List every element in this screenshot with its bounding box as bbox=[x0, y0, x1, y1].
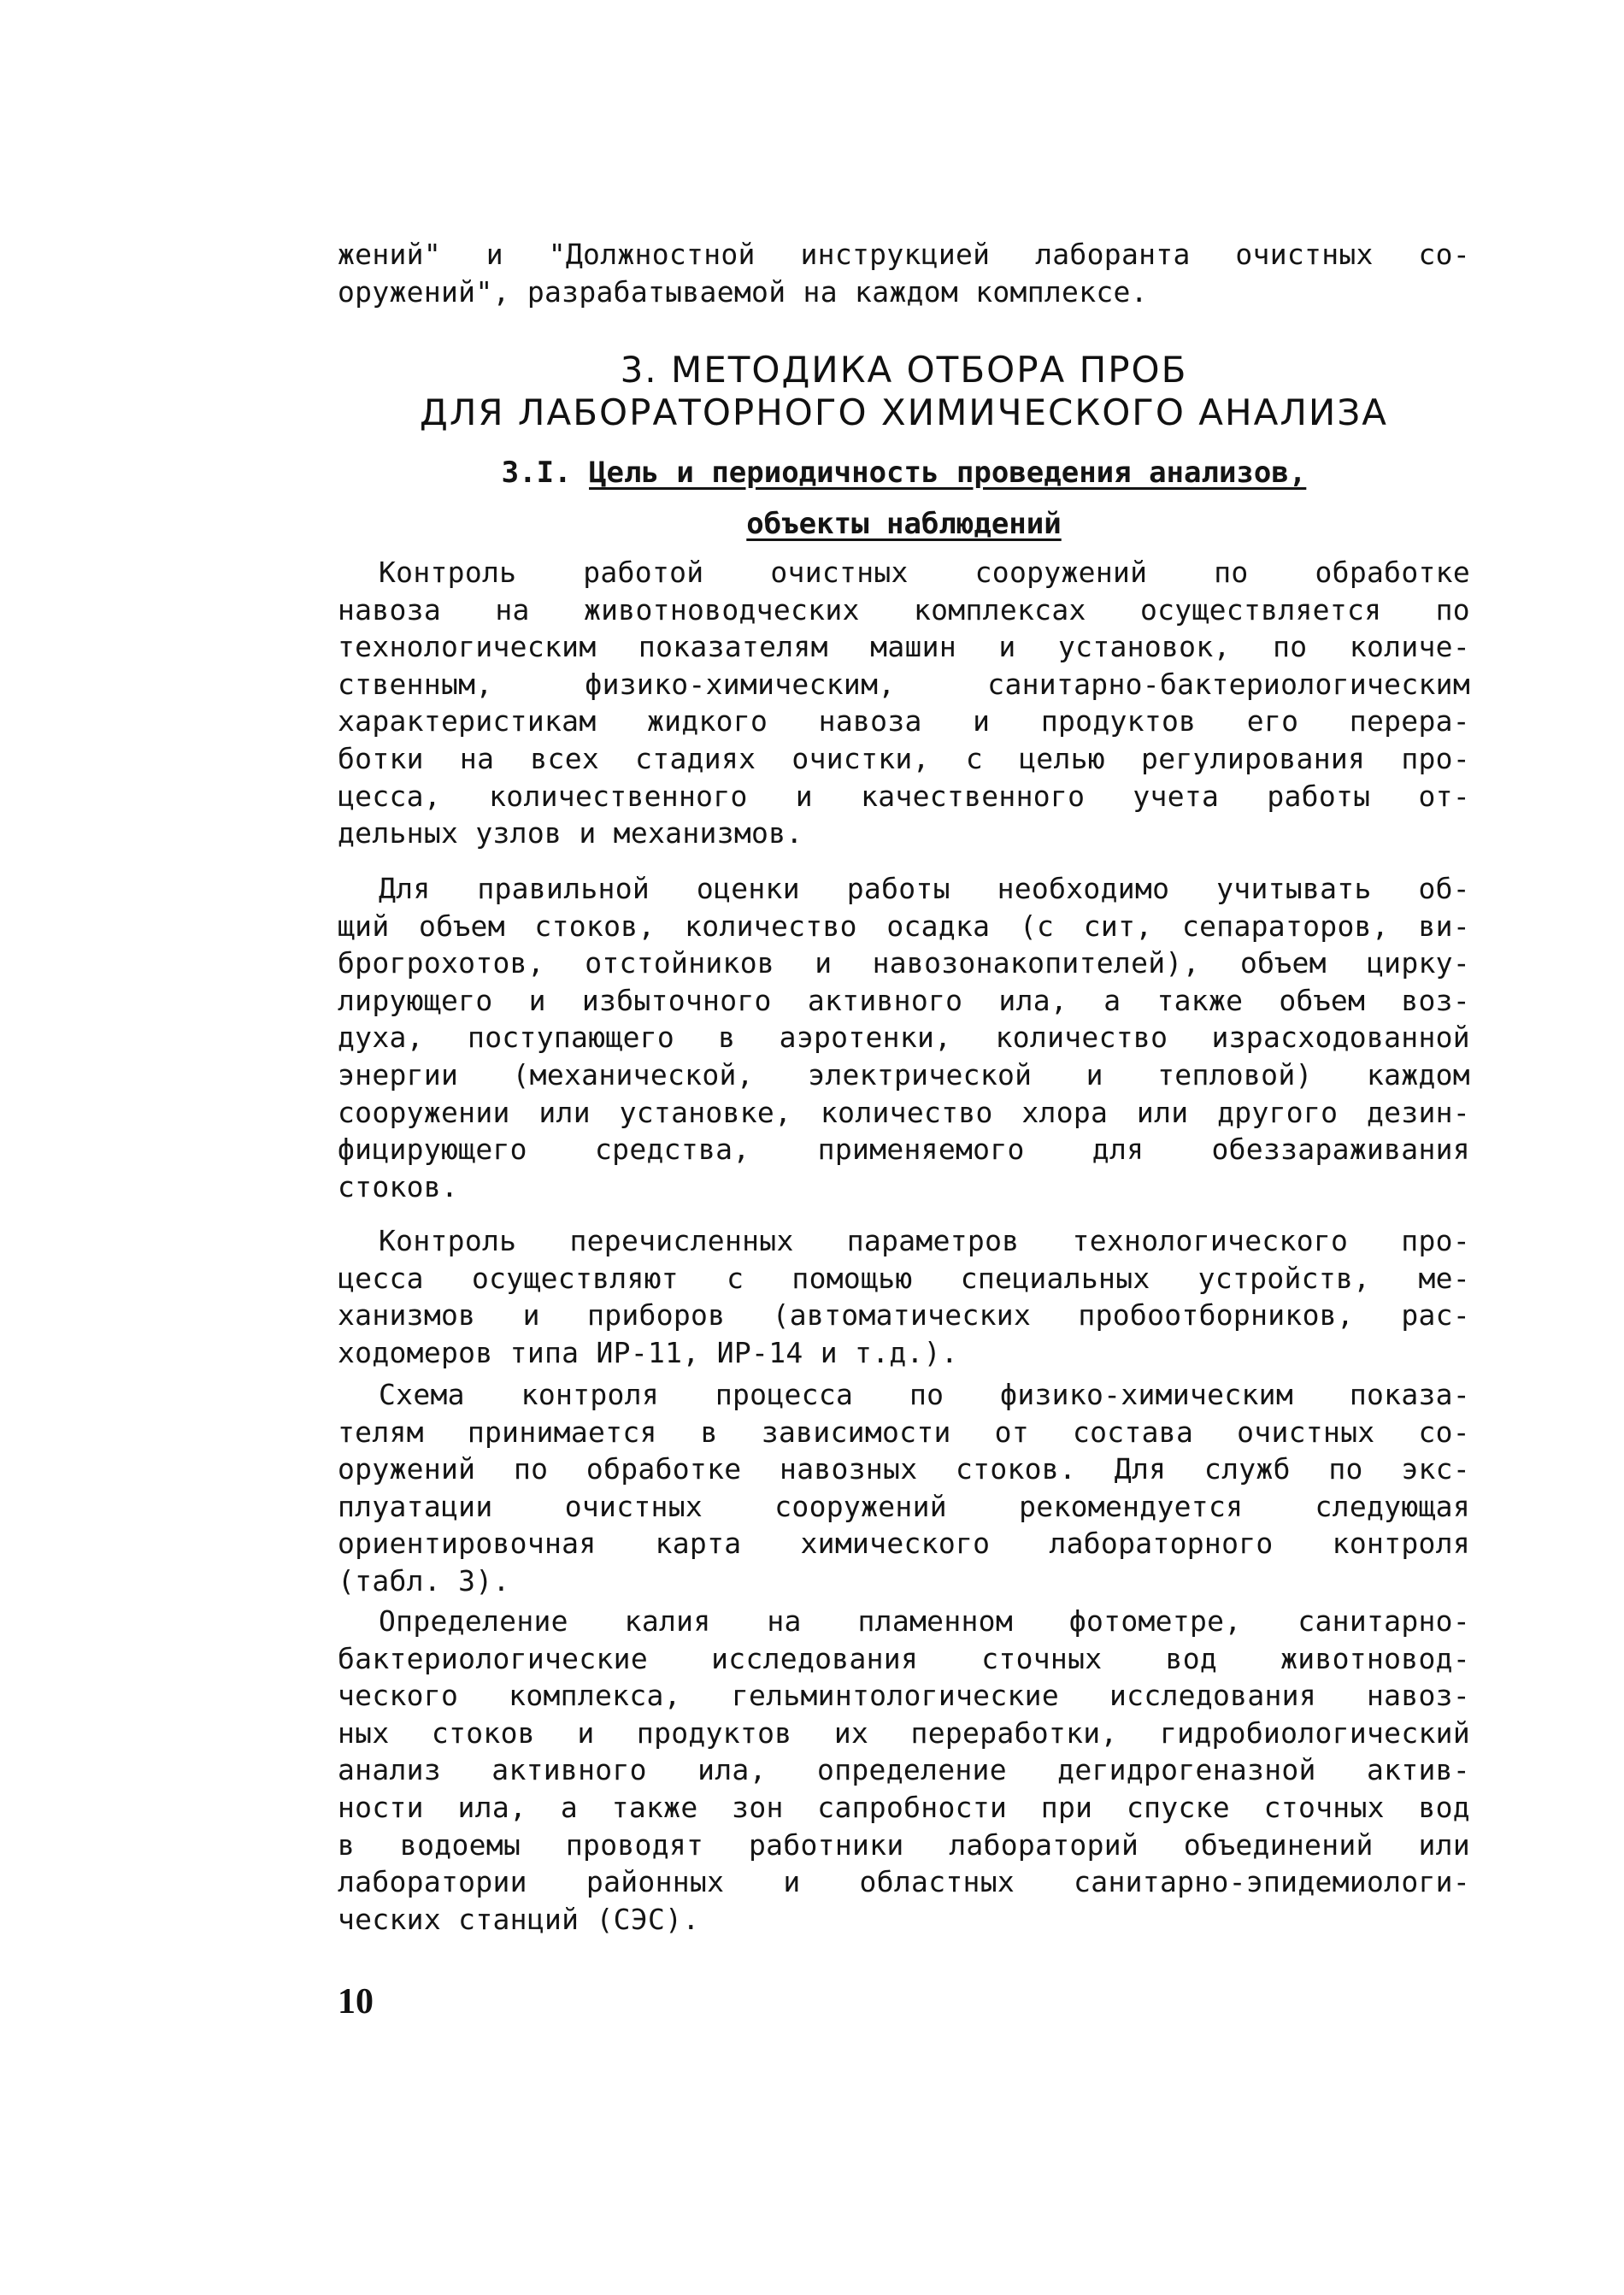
subsection-number: 3.I. bbox=[501, 456, 572, 490]
text-line: ческого комплекса, гельминтологические исследования навоз- bbox=[338, 1679, 1470, 1713]
text-line: Контроль перечисленных параметров технологического про- bbox=[379, 1224, 1470, 1257]
paragraph-2 bbox=[338, 870, 1470, 1205]
text-line: ческих станций (СЭС). bbox=[338, 1902, 700, 1936]
subsection-title-line2 bbox=[338, 500, 1470, 548]
text-line: плуатации очистных сооружений рекомендуется следующая bbox=[338, 1489, 1470, 1523]
text-line: оружений по обработке навозных стоков. Для служб по экс- bbox=[338, 1452, 1470, 1486]
text-line: дельных узлов и механизмов. bbox=[338, 816, 803, 850]
text-line: ственным, физико-химическим, санитарно-бактериологическим bbox=[338, 667, 1470, 701]
text-line: ности ила, а также зон сапробности при спуске сточных вод bbox=[338, 1790, 1470, 1824]
text-line: стоков. bbox=[338, 1169, 459, 1203]
text-line: ходомеров типа ИР-11, ИР-14 и т.д.). bbox=[338, 1335, 959, 1369]
text-line: в водоемы проводят работники лабораторий объединений или bbox=[338, 1827, 1470, 1862]
text-line: Определение калия на пламенном фотометре, санитарно- bbox=[379, 1604, 1470, 1638]
text-line: духа, поступающего в аэротенки, количество израсходованной bbox=[338, 1021, 1470, 1055]
paragraph-5 bbox=[338, 1603, 1470, 1938]
text-line: навоза на животноводческих комплексах осуществляется по bbox=[338, 592, 1470, 627]
text-line: брогрохотов, отстойников и навозонакопителей), объем цирку- bbox=[338, 946, 1470, 980]
text-line: лирующего и избыточного активного ила, а также объем воз- bbox=[338, 983, 1470, 1017]
text-line: цесса, количественного и качественного учета работы от- bbox=[338, 779, 1470, 813]
text-line: ориентировочная карта химического лабораторного контроля bbox=[338, 1527, 1470, 1561]
text-line: бактериологические исследования сточных вод животновод- bbox=[338, 1641, 1470, 1675]
text-line: анализ активного ила, определение дегидрогеназной актив- bbox=[338, 1753, 1470, 1787]
subsection-title-line1 bbox=[338, 449, 1470, 497]
text-line: ханизмов и приборов (автоматических пробоотборников, рас- bbox=[338, 1298, 1470, 1333]
text-line: Схема контроля процесса по физико-химическим показа- bbox=[379, 1378, 1470, 1411]
text-line: Контроль работой очистных сооружений по обработке bbox=[379, 556, 1470, 589]
text-line: сооружении или установке, количество хлора или другого дезин- bbox=[338, 1095, 1470, 1129]
subsection-title-text-2: объекты наблюдений bbox=[746, 507, 1062, 541]
text-line: характеристикам жидкого навоза и продуктов его перера- bbox=[338, 704, 1470, 739]
text-line: технологическим показателям машин и установок, по количе- bbox=[338, 630, 1470, 664]
section-title-line2: ДЛЯ ЛАБОРАТОРНОГО ХИМИЧЕСКОГО АНАЛИЗА bbox=[420, 391, 1388, 433]
paragraph-4 bbox=[338, 1376, 1470, 1600]
text-line: Для правильной оценки работы необходимо учитывать об- bbox=[379, 872, 1470, 905]
text-line: ных стоков и продуктов их переработки, гидробиологический bbox=[338, 1715, 1470, 1750]
text-line: оружений", разрабатываемой на каждом комплексе. bbox=[338, 274, 1148, 309]
text-line: ботки на всех стадиях очистки, с целью регулирования про- bbox=[338, 741, 1470, 775]
subsection-title-text: Цель и периодичность проведения анализов, bbox=[589, 456, 1307, 490]
text-line: жений" и "Должностной инструкцией лаборанта очистных со- bbox=[338, 238, 1470, 271]
section-title-line1: 3. МЕТОДИКА ОТБОРА ПРОБ bbox=[620, 349, 1188, 391]
text-line: щий объем стоков, количество осадка (с сит, сепараторов, ви- bbox=[338, 909, 1470, 943]
text-line: энергии (механической, электрической и тепловой) каждом bbox=[338, 1057, 1470, 1092]
text-line: цесса осуществляют с помощью специальных устройств, ме- bbox=[338, 1261, 1470, 1295]
text-line: телям принимается в зависимости от состава очистных со- bbox=[338, 1415, 1470, 1449]
text-line: (табл. 3). bbox=[338, 1563, 510, 1598]
paragraph-3 bbox=[338, 1222, 1470, 1371]
page-number: 10 bbox=[338, 1982, 374, 2021]
text-line: фицирующего средства, применяемого для обеззараживания bbox=[338, 1133, 1470, 1167]
intro-paragraph bbox=[338, 236, 1470, 310]
paragraph-1 bbox=[338, 554, 1470, 852]
text-line: лаборатории районных и областных санитарно-эпидемиологи- bbox=[338, 1865, 1470, 1899]
